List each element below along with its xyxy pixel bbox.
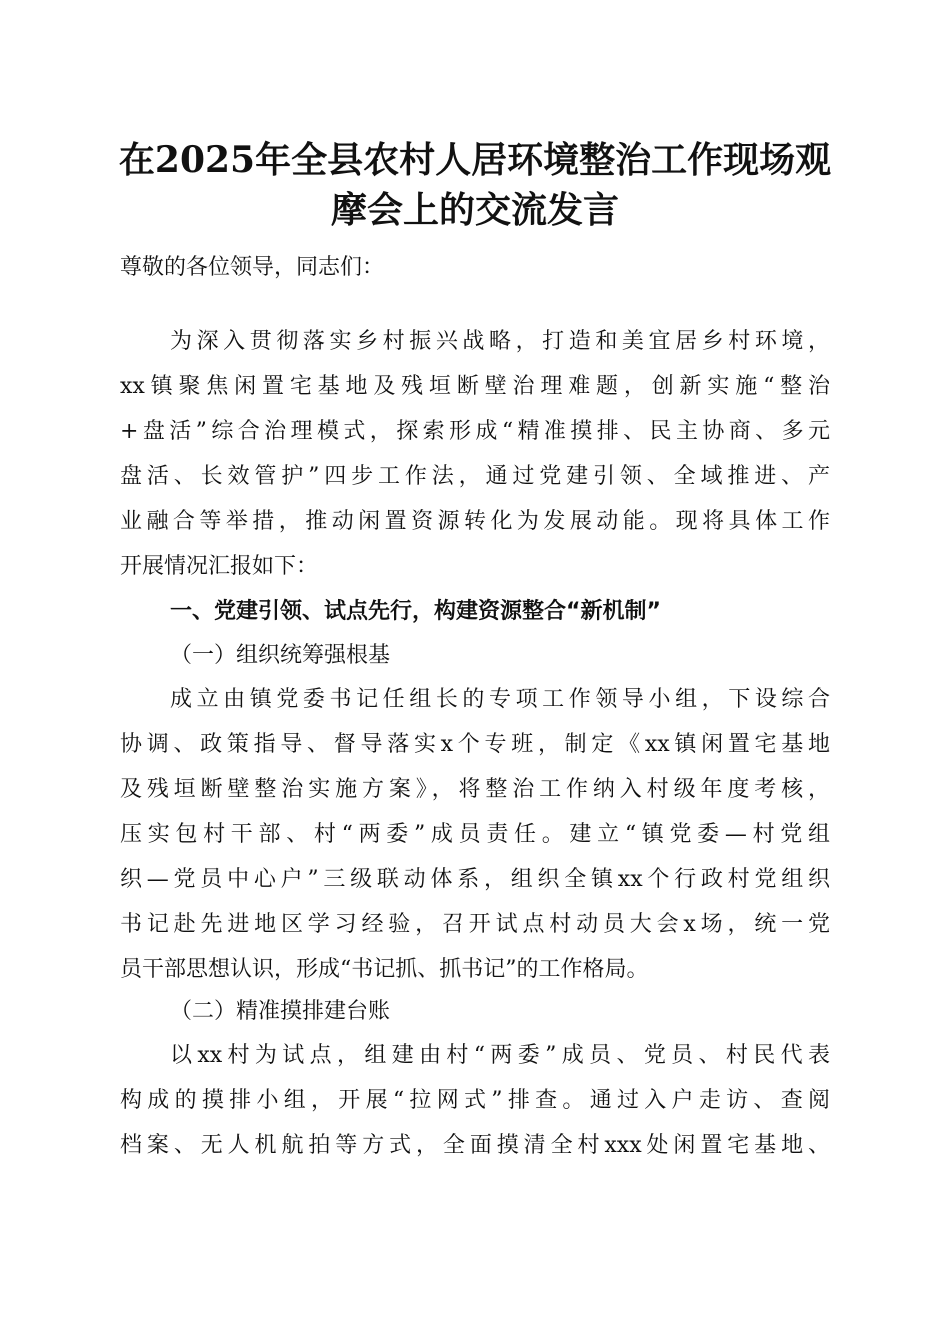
subsection-1-line: 及残垣断壁整治实施方案》，将整治工作纳入村级年度考核， [120,777,830,802]
subsection-1-line: 织—党员中心户”三级联动体系，组织全镇xx个行政村党组织 [120,867,830,892]
subsection-2-line: 档案、无人机航拍等方式，全面摸清全村xxx处闲置宅基地、 [120,1133,830,1158]
subsection-1-line: 书记赴先进地区学习经验，召开试点村动员大会x场，统一党 [120,912,830,937]
subsection-1-heading: （一）组织统筹强根基 [170,643,391,668]
document-title-line-2: 摩会上的交流发言 [330,189,619,231]
section-1-heading: 一、党建引领、试点先行，构建资源整合“新机制” [170,599,661,624]
subsection-1-line: 压实包村干部、村“两委”成员责任。建立“镇党委—村党组 [120,822,830,847]
subsection-1-line: 成立由镇党委书记任组长的专项工作领导小组，下设综合 [170,687,830,712]
intro-line: 盘活、长效管护”四步工作法，通过党建引领、全域推进、产 [120,464,830,489]
intro-line: +盘活”综合治理模式，探索形成“精准摸排、民主协商、多元 [120,419,830,444]
intro-line: xx镇聚焦闲置宅基地及残垣断壁治理难题，创新实施“整治 [120,374,830,399]
subsection-2-heading: （二）精准摸排建台账 [170,999,391,1024]
subsection-2-line: 构成的摸排小组，开展“拉网式”排查。通过入户走访、查阅 [120,1088,830,1113]
subsection-1-line: 员干部思想认识，形成“书记抓、抓书记”的工作格局。 [120,957,649,982]
intro-line: 开展情况汇报如下： [120,554,319,579]
document-title-line-1: 在2025年全县农村人居环境整治工作现场观 [118,139,832,181]
salutation: 尊敬的各位领导，同志们： [120,255,385,280]
subsection-2-line: 以xx村为试点，组建由村“两委”成员、党员、村民代表 [170,1043,830,1068]
subsection-1-line: 协调、政策指导、督导落实x个专班，制定《xx镇闲置宅基地 [120,732,830,757]
intro-line: 业融合等举措，推动闲置资源转化为发展动能。现将具体工作 [120,509,830,534]
intro-line: 为深入贯彻落实乡村振兴战略，打造和美宜居乡村环境， [170,329,830,354]
